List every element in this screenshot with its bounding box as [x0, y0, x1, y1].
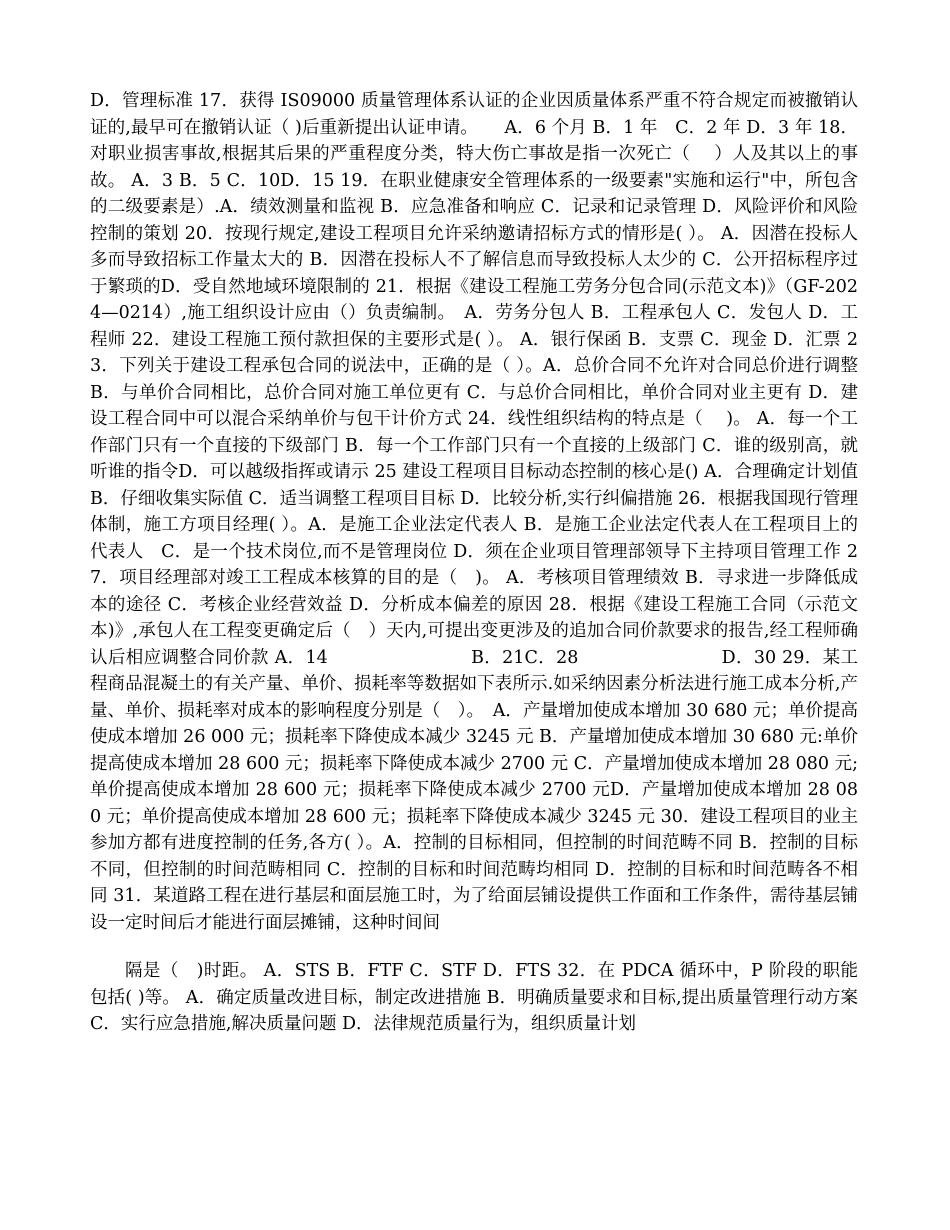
body-paragraph: 隔是（ )时距。 A．STS B．FTF C．STF D．FTS 32．在 PDCA 循环中，P 阶段的职能包括( )等。 A．确定质量改进目标，制定改进措施 B．明确质量要求和目标,提出质量管理行动方案 C．实行应急措施,解决质量问题 D．法律规范质量行为，组织质量计划 — [90, 961, 858, 1034]
document-page — [90, 88, 858, 1038]
body-paragraph: D．管理标准 17．获得 IS09000 质量管理体系认证的企业因质量体系严重不符合规定而被撤销认证的,最早可在撤销认证（ )后重新提出认证申请。 A．6 个月 B．1 年 C．2 年 D．3 年 18．对职业损害事故,根据其后果的严重程度分类，特大伤亡事故是指一次死亡（ ）人及其以上的事故。 A．3 B．5 C．10D．15 19．在职业健康安全管理体系的一级要素"实施和运行"中，所包含的二级要素是）.A．绩效测量和监视 B．应急准备和响应 C．记录和记录管理 D．风险评价和风险控制的策划 20．按现行规定,建设工程项目允许采纳邀请招标方式的情形是( ）。 A．因潜在投标人多而导致招标工作量太大的 B．因潜在投标人不了解信息而导致投标人太少的 C．公开招标程序过于繁琐的D．受自然地域环境限制的 21．根据《建设工程施工劳务分包合同(示范文本)》（GF-2024—0214）,施工组织设计应由（）负责编制。 A．劳务分包人 B．工程承包人 C．发包人 D．工程师 22．建设工程施工预付款担保的主要形式是( ）。 A．银行保函 B．支票 C．现金 D．汇票 23．下列关于建设工程承包合同的说法中，正确的是（ ）。A．总价合同不允许对合同总价进行调整 B．与单价合同相比，总价合同对施工单位更有 C．与总价合同相比，单价合同对业主更有 D．建设工程合同中可以混合采纳单价与包干计价方式 24．线性组织结构的特点是（ )。 A．每一个工作部门只有一个直接的下级部门 B．每一个工作部门只有一个直接的上级部门 C．谁的级别高，就听谁的指令D．可以越级指挥或请示 25 建设工程项目目标动态控制的核心是() A．合理确定计划值B．仔细收集实际值 C．适当调整工程项目目标 D．比较分析,实行纠偏措施 26．根据我国现行管理体制，施工方项目经理( ）。A．是施工企业法定代表人 B．是施工企业法定代表人在工程项目上的代表人 C．是一个技术岗位,而不是管理岗位 D．须在企业项目管理部领导下主持项目管理工作 27．项目经理部对竣工工程成本核算的目的是（ )。 A．考核项目管理绩效 B．寻求进一步降低成本的途径 C．考核企业经营效益 D．分析成本偏差的原因 28．根据《建设工程施工合同（示范文本)》,承包人在工程变更确定后（ ）天内,可提出变更涉及的追加合同价款要求的报告,经工程师确认后相应调整合同价款 A．14 B．21C．28 D．30 29．某工程商品混凝土的有关产量、单价、损耗率等数据如下表所示.如采纳因素分析法进行施工成本分析,产量、单价、损耗率对成本的影响程度分别是（ ）。 A．产量增加使成本增加 30 680 元；单价提高使成本增加 26 000 元；损耗率下降使成本减少 3245 元 B．产量增加使成本增加 30 680 元:单价提高使成本增加 28 600 元；损耗率下降使成本减少 2700 元 C．产量增加使成本增加 28 080 元;单价提高使成本增加 28 600 元；损耗率下降使成本减少 2700 元D．产量增加使成本增加 28 080 元；单价提高使成本增加 28 600 元；损耗率下降使成本减少 3245 元 30．建设工程项目的业主参加方都有进度控制的任务,各方( ）。A．控制的目标相同，但控制的时间范畴不同 B．控制的目标不同，但控制的时间范畴相同 C．控制的目标和时间范畴均相同 D．控制的目标和时间范畴各不相同 31．某道路工程在进行基层和面层施工时，为了给面层铺设提供工作面和工作条件，需待基层铺设一定时间后才能进行面层摊铺，这种时间间 — [90, 91, 858, 933]
